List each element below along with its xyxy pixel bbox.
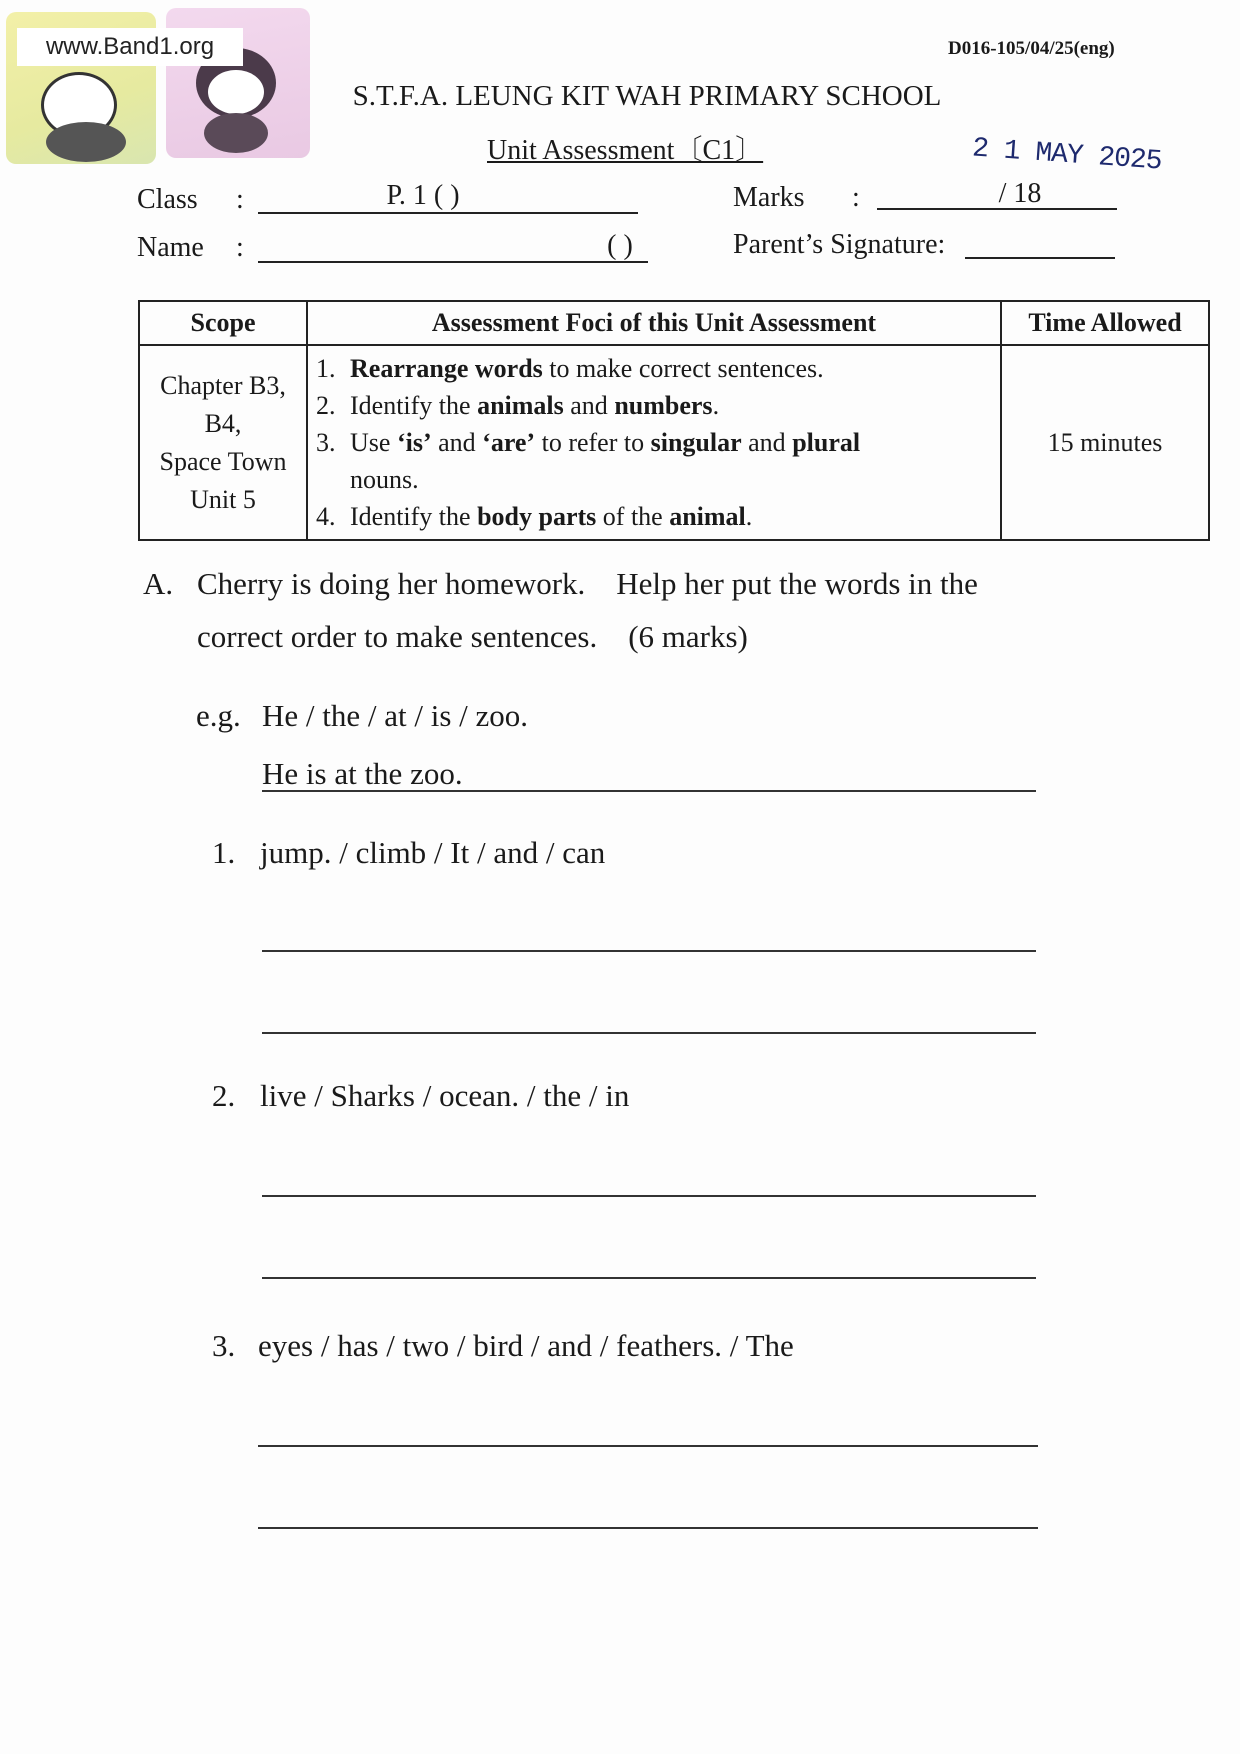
focus-number: 1. (316, 354, 336, 383)
question-1-prompt: jump. / climb / It / and / can (260, 835, 606, 870)
focus-text: ‘is’ (396, 428, 432, 457)
question-3-answer-line-2[interactable] (258, 1527, 1038, 1529)
focus-item (316, 498, 992, 535)
focus-text: Identify the (350, 391, 478, 420)
example-prompt: He / the / at / is / zoo. (262, 698, 529, 733)
focus-item (316, 461, 992, 498)
focus-text: singular (650, 428, 742, 457)
focus-text: animals (477, 391, 564, 420)
question-2-answer-line-1[interactable] (262, 1195, 1036, 1197)
focus-text: animal (669, 502, 746, 531)
focus-text: and (741, 428, 793, 457)
focus-number: 4. (316, 502, 336, 531)
class-colon: : (236, 184, 244, 215)
focus-text: numbers (614, 391, 713, 420)
time-header: Time Allowed (1001, 301, 1209, 345)
focus-text: plural (792, 428, 861, 457)
class-value: P. 1 ( ) (386, 180, 460, 211)
marks-colon: : (852, 182, 860, 213)
document-code: D016-105/04/25(eng) (948, 38, 1115, 59)
question-1-answer-line-2[interactable] (262, 1032, 1036, 1034)
question-1-answer-line-1[interactable] (262, 950, 1036, 952)
example-label: e.g. (196, 698, 241, 733)
section-a-instruction-cont: correct order to make sentences. (6 marks) (197, 619, 748, 654)
question-2-answer-line-2[interactable] (262, 1277, 1036, 1279)
section-a-instruction: Cherry is doing her homework. Help her put the words in the (197, 566, 978, 601)
focus-item (316, 424, 992, 461)
focus-text: body parts (477, 502, 597, 531)
question-3-number: 3. (212, 1328, 236, 1363)
question-2-prompt: live / Sharks / ocean. / the / in (260, 1078, 630, 1113)
question-2-number: 2. (212, 1078, 236, 1113)
focus-text: nouns. (350, 465, 419, 494)
signature-label: Parent’s Signature: (733, 229, 946, 260)
watermark-label: www.Band1.org (17, 28, 243, 66)
scope-line: B4, (204, 408, 242, 438)
marks-label: Marks (733, 182, 805, 213)
school-name: S.T.F.A. LEUNG KIT WAH PRIMARY SCHOOL (352, 80, 942, 112)
foci-header: Assessment Foci of this Unit Assessment (307, 301, 1001, 345)
focus-text: Use (350, 428, 397, 457)
date-stamp: 2 1 MAY 2025 (971, 133, 1163, 178)
name-colon: : (236, 232, 244, 263)
focus-text: Rearrange words (350, 354, 543, 383)
focus-item (316, 387, 992, 424)
section-a-letter: A. (143, 566, 174, 601)
focus-text: Identify the (350, 502, 478, 531)
focus-text: to refer to (535, 428, 651, 457)
class-number-value: ( ) (607, 230, 633, 261)
focus-number: 3. (316, 428, 336, 457)
question-3-answer-line-1[interactable] (258, 1445, 1038, 1447)
time-cell: 15 minutes (1001, 345, 1209, 540)
focus-text: to make correct sentences. (542, 354, 824, 383)
class-label: Class (137, 184, 198, 215)
foci-cell (307, 345, 1001, 540)
focus-text: of the (596, 502, 670, 531)
assessment-title: Unit Assessment〔C1〕 (487, 135, 764, 166)
focus-text: ‘are’ (482, 428, 536, 457)
scope-cell (139, 345, 307, 540)
scope-line: Chapter B3, (160, 370, 286, 400)
signature-field[interactable] (965, 257, 1115, 259)
focus-text: and (431, 428, 483, 457)
scope-line: Unit 5 (190, 484, 256, 514)
example-answer-line (262, 790, 1036, 792)
class-field[interactable] (258, 212, 638, 214)
assessment-foci-table (138, 300, 1210, 541)
focus-text: and (563, 391, 615, 420)
scope-line: Space Town (159, 446, 287, 476)
question-3-prompt: eyes / has / two / bird / and / feathers. / The (258, 1328, 794, 1363)
focus-item (316, 350, 992, 387)
focus-number: 2. (316, 391, 336, 420)
marks-value: / 18 (998, 178, 1042, 209)
scope-header: Scope (139, 301, 307, 345)
name-label: Name (137, 232, 204, 263)
question-1-number: 1. (212, 835, 236, 870)
focus-text: . (745, 502, 753, 531)
focus-text: . (712, 391, 720, 420)
example-answer: He is at the zoo. (262, 756, 463, 791)
